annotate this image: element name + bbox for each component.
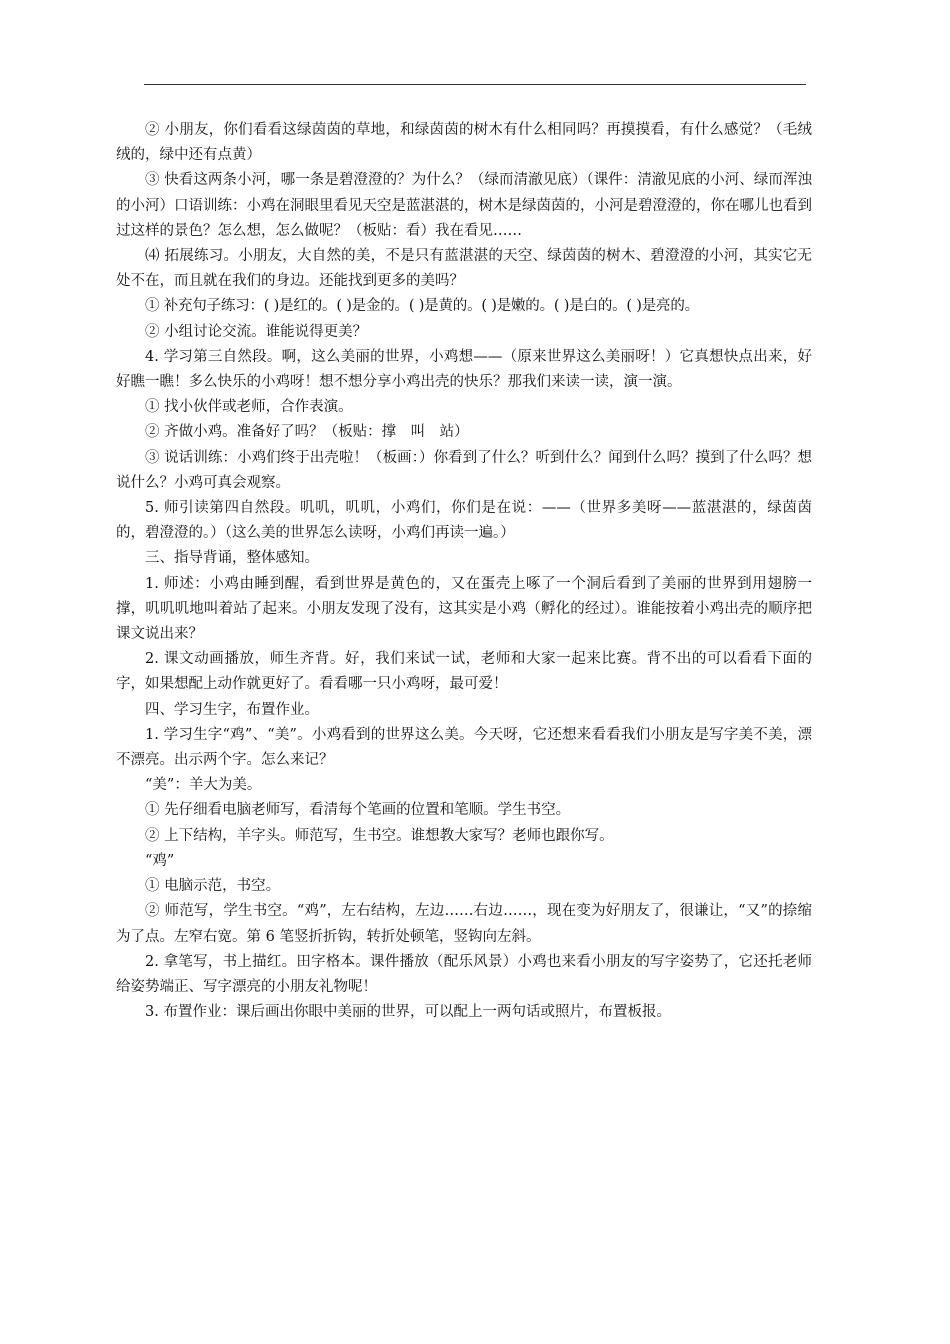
paragraph-speaking-training: ③ 说话训练：小鸡们终于出壳啦！（板画：）你看到了什么？听到什么？闻到什么吗？摸到了什么吗？想说什么？小鸡可真会观察。: [116, 449, 812, 491]
paragraph-act-chick: ② 齐做小鸡。准备好了吗？（板贴：撑 叫 站）: [145, 424, 469, 441]
paragraph-mei-step-2: ② 上下结构，羊字头。师范写，生书空。谁想教大家写？老师也跟你写。: [145, 827, 614, 844]
paragraph-ji-step-2: ② 师范写，学生书空。“鸡”，左右结构，左边……右边……，现在变为好朋友了，很谦让，“又”的捺缩为了点。左窄右宽。第 6 笔竖折折钩，转折处顿笔，竖钩向左斜。: [116, 903, 812, 945]
paragraph-learn-characters: 1. 学习生字“鸡”、“美”。小鸡看到的世界这么美。今天呀，它还想来看看我们小朋友是写字美不美，漂不漂亮。出示两个字。怎么来记？: [116, 726, 812, 769]
paragraph-fourth-section: 5. 师引读第四自然段。叽叽，叽叽，小鸡们，你们是在说：——（世界多美呀——蓝湛湛的，绿茵茵的，碧澄澄的。）（这么美的世界怎么读呀，小鸡们再读一遍。）: [116, 500, 812, 542]
paragraph-homework: 3. 布置作业：课后画出你眼中美丽的世界，可以配上一两句话或照片，布置板报。: [145, 1004, 671, 1021]
paragraph-third-section: 4. 学习第三自然段。啊，这么美丽的世界，小鸡想——（原来世界这么美丽呀！）它真想快点出来，好好瞧一瞧！多么快乐的小鸡呀！想不想分享小鸡出壳的快乐？那我们来读一读，演一演。: [116, 348, 812, 391]
heading-new-characters: 四、学习生字，布置作业。: [145, 701, 319, 718]
paragraph-mei-step-1: ① 先仔细看电脑老师写，看清每个笔画的位置和笔顺。学生书空。: [145, 802, 571, 819]
paragraph-river: ③ 快看这两条小河，哪一条是碧澄澄的？为什么？（绿而清澈见底）（课件：清澈见底的小河、绿而浑浊的小河）口语训练：小鸡在洞眼里看见天空是蓝湛湛的，树木是绿茵茵的，小河是碧澄澄的，你在哪儿也看到过这样的景色？怎么想，怎么做呢？（板贴：看）我在看见……: [116, 172, 812, 239]
paragraph-animation-recite: 2. 课文动画播放，师生齐背。好，我们来试一试，老师和大家一起来比赛。背不出的可以看看下面的字，如果想配上动作就更好了。看看哪一只小鸡呀，最可爱！: [116, 651, 812, 693]
heading-recitation: 三、指导背诵，整体感知。: [145, 550, 319, 567]
paragraph-mei-definition: “美”：羊大为美。: [145, 777, 262, 794]
paragraph-ji-step-1: ① 电脑示范，书空。: [145, 878, 281, 895]
document-body: [116, 118, 812, 1025]
paragraph-teacher-narration: 1. 师述：小鸡由睡到醒，看到世界是黄色的，又在蛋壳上啄了一个洞后看到了美丽的世界到用翅膀一撑，叽叽叽地叫着站了起来。小朋友发现了没有，这其实是小鸡（孵化的经过）。谁能按着小鸡出壳的顺序把课文说出来？: [116, 575, 812, 643]
paragraph-ji-label: “鸡”: [145, 852, 175, 869]
paragraph-grass: ② 小朋友，你们看看这绿茵茵的草地，和绿茵茵的树木有什么相同吗？再摸摸看，有什么感觉？（毛绒绒的，绿中还有点黄）: [116, 122, 812, 164]
paragraph-writing-practice: 2. 拿笔写，书上描红。田字格本。课件播放（配乐风景）小鸡也来看小朋友的写字姿势了，它还托老师给姿势端正、写字漂亮的小朋友礼物呢！: [116, 953, 812, 995]
paragraph-extension: ⑷ 拓展练习。小朋友，大自然的美，不是只有蓝湛湛的天空、绿茵茵的树木、碧澄澄的小河，其实它无处不在，而且就在我们的身边。还能找到更多的美吗？: [116, 248, 812, 290]
paragraph-perform: ① 找小伙伴或老师，合作表演。: [145, 399, 353, 416]
paragraph-group-discussion: ② 小组讨论交流。谁能说得更美？: [145, 323, 368, 340]
header-rule: [144, 84, 806, 85]
paragraph-sentence-practice: ① 补充句子练习：( )是红的。( )是金的。( )是黄的。( )是嫩的。( )是白的。( )是亮的。: [145, 298, 699, 315]
